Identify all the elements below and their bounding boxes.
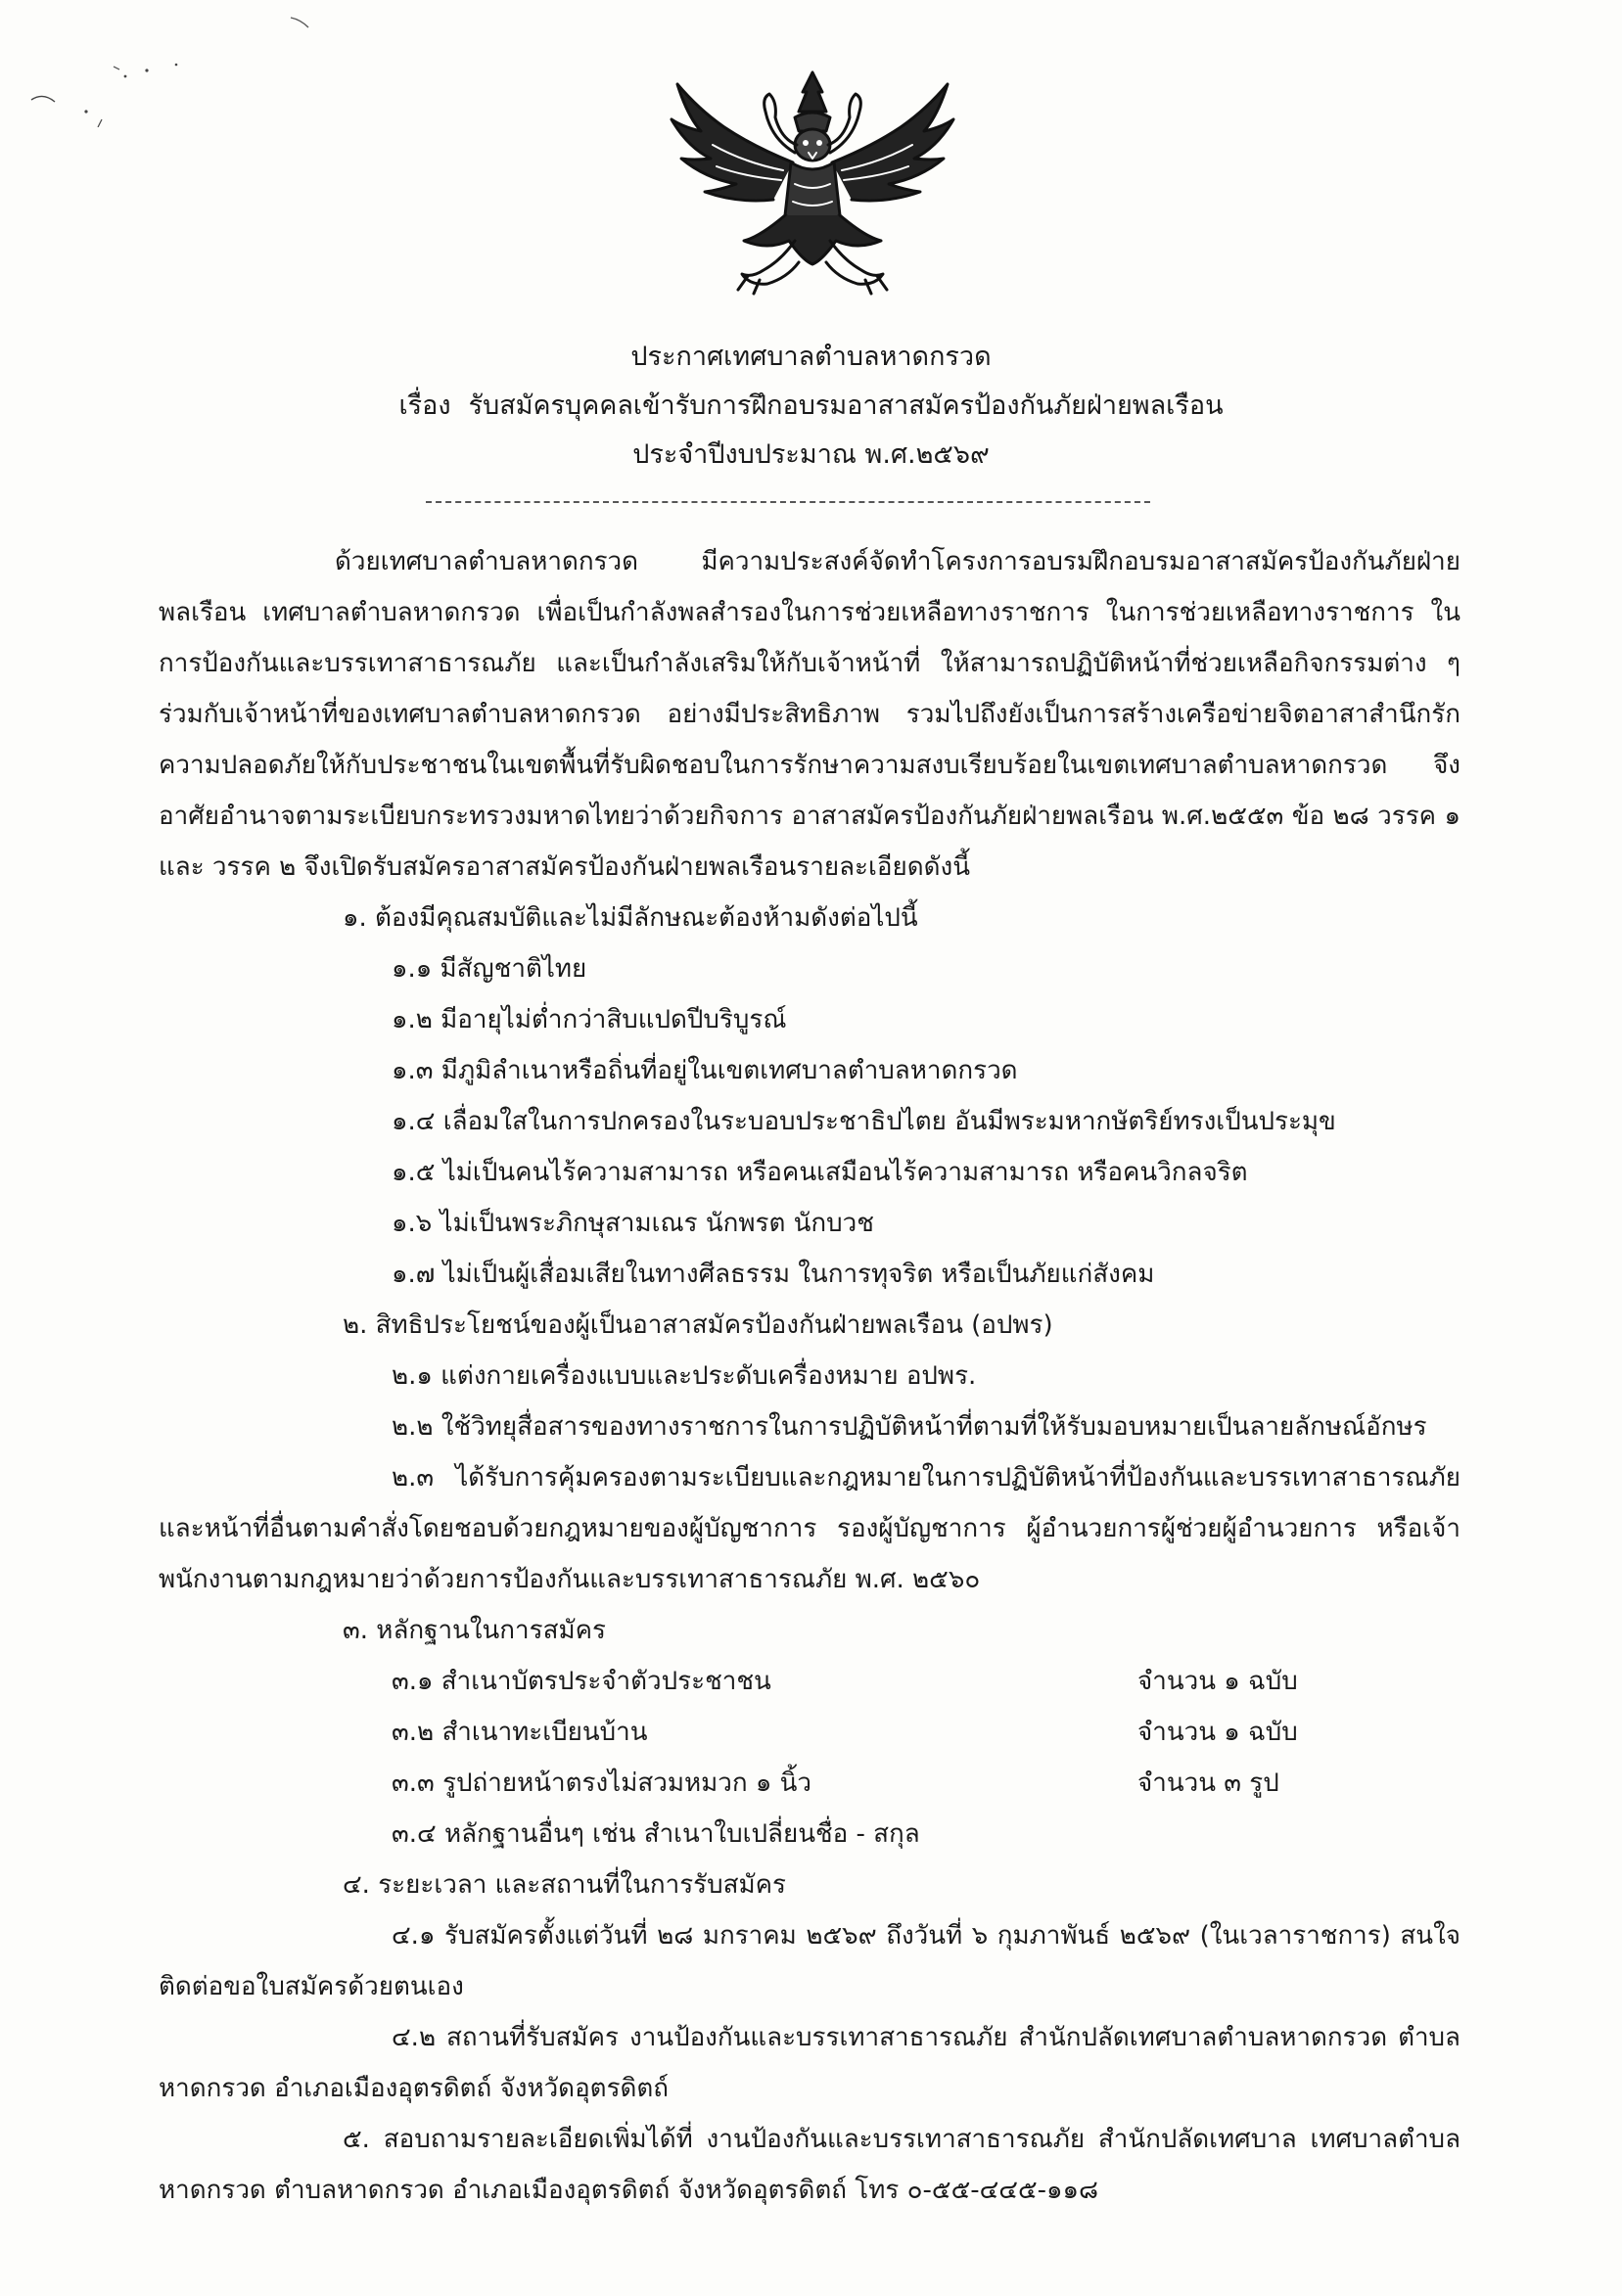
document-quantity: จำนวน ๑ ฉบับ: [1137, 1667, 1298, 1696]
fiscal-year: ประจำปีงบประมาณ พ.ศ.๒๕๖๙: [632, 439, 990, 470]
announcement-body: [159, 536, 1460, 2216]
document-label: ๓.๑ สำเนาบัตรประจำตัวประชาชน: [392, 1667, 771, 1696]
section1-item: ๑.๗ ไม่เป็นผู้เสื่อมเสียในทางศีลธรรม ในการทุจริต หรือเป็นภัยแก่สังคม: [392, 1260, 1155, 1289]
section1-item: ๑.๑ มีสัญชาติไทย: [392, 954, 587, 984]
scan-specks: [29, 20, 206, 127]
document-label: ๓.๒ สำเนาทะเบียนบ้าน: [392, 1718, 648, 1747]
section1-item: ๑.๓ มีภูมิลำเนาหรือถิ่นที่อยู่ในเขตเทศบาลตำบลหาดกรวด: [392, 1056, 1018, 1085]
section1-item: ๑.๖ ไม่เป็นพระภิกษุสามเณร นักพรต นักบวช: [392, 1209, 874, 1238]
section3-item: [159, 1656, 1460, 1707]
section2-item-3: ๒.๓ ได้รับการคุ้มครองตามระเบียบและกฎหมายในการปฏิบัติหน้าที่ป้องกันและบรรเทาสาธารณภัย และหน้าที่อื่นตามคำสั่งโดยชอบด้วยกฎหมายของผู้บัญชาการ รองผู้บัญชาการ ผู้อำนวยการผู้ช่วยผู้อำนวยการ หรือเจ้าพนักงานตามกฎหมายว่าด้วยการป้องกันและบรรเทาสาธารณภัย พ.ศ. ๒๕๖๐: [159, 1463, 1460, 1594]
announcement-title: ประกาศเทศบาลตำบลหาดกรวด: [630, 342, 992, 372]
announcement-header: [0, 333, 1622, 480]
subject-label: เรื่อง: [398, 390, 451, 421]
section1-heading: ๑. ต้องมีคุณสมบัติและไม่มีลักษณะต้องห้ามดังต่อไปนี้: [343, 903, 918, 933]
section2-heading: ๒. สิทธิประโยชน์ของผู้เป็นอาสาสมัครป้องกันฝ่ายพลเรือน (อปพร): [343, 1310, 1053, 1340]
document-quantity: จำนวน ๑ ฉบับ: [1137, 1718, 1298, 1747]
section1-item: ๑.๔ เลื่อมใสในการปกครองในระบอบประชาธิปไตย อันมีพระมหากษัตริย์ทรงเป็นประมุข: [392, 1107, 1336, 1136]
section4-heading: ๔. ระยะเวลา และสถานที่ในการรับสมัคร: [343, 1870, 787, 1900]
section2-item: ๒.๑ แต่งกายเครื่องแบบและประดับเครื่องหมาย อปพร.: [392, 1361, 977, 1391]
document-label: ๓.๓ รูปถ่ายหน้าตรงไม่สวมหมวก ๑ นิ้ว: [392, 1768, 812, 1798]
section2-item: ๒.๒ ใช้วิทยุสื่อสารของทางราชการในการปฏิบัติหน้าที่ตามที่ให้รับมอบหมายเป็นลายลักษณ์อักษร: [392, 1412, 1427, 1442]
section4-item-1: ๔.๑ รับสมัครตั้งแต่วันที่ ๒๘ มกราคม ๒๕๖๙ ถึงวันที่ ๖ กุมภาพันธ์ ๒๕๖๙ (ในเวลาราชการ) สนใจติดต่อขอใบสมัครด้วยตนเอง: [159, 1921, 1460, 2001]
section3-item: [159, 1707, 1460, 1758]
section1-item: ๑.๕ ไม่เป็นคนไร้ความสามารถ หรือคนเสมือนไร้ความสามารถ หรือคนวิกลจริต: [392, 1158, 1248, 1187]
subject-text: รับสมัครบุคคลเข้ารับการฝึกอบรมอาสาสมัครป้องกันภัยฝ่ายพลเรือน: [468, 390, 1224, 421]
document-label: ๓.๔ หลักฐานอื่นๆ เช่น สำเนาใบเปลี่ยนชื่อ - สกุล: [392, 1819, 920, 1849]
header-separator: [426, 501, 1150, 503]
intro-paragraph: ด้วยเทศบาลตำบลหาดกรวด มีความประสงค์จัดทำโครงการอบรมฝึกอบรมอาสาสมัครป้องกันภัยฝ่ายพลเรือน เทศบาลตำบลหาดกรวด เพื่อเป็นกำลังพลสำรองในการช่วยเหลือทางราชการ ในการช่วยเหลือทางราชการ ในการป้องกันและบรรเทาสาธารณภัย และเป็นกำลังเสริมให้กับเจ้าหน้าที่ ให้สามารถปฏิบัติหน้าที่ช่วยเหลือกิจกรรมต่าง ๆ ร่วมกับเจ้าหน้าที่ของเทศบาลตำบลหาดกรวด อย่างมีประสิทธิภาพ รวมไปถึงยังเป็นการสร้างเครือข่ายจิตอาสาสำนึกรักความปลอดภัยให้กับประชาชนในเขตพื้นที่รับผิดชอบในการรักษาความสงบเรียบร้อยในเขตเทศบาลตำบลหาดกรวด จึงอาศัยอำนาจตามระเบียบกระทรวงมหาดไทยว่าด้วยกิจการ อาสาสมัครป้องกันภัยฝ่ายพลเรือน พ.ศ.๒๕๕๓ ข้อ ๒๘ วรรค ๑ และ วรรค ๒ จึงเปิดรับสมัครอาสาสมัครป้องกันฝ่ายพลเรือนรายละเอียดดังนี้: [159, 547, 1460, 882]
section5-contact: ๕. สอบถามรายละเอียดเพิ่มได้ที่ งานป้องกันและบรรเทาสาธารณภัย สำนักปลัดเทศบาล เทศบาลตำบลหาดกรวด ตำบลหาดกรวด อำเภอเมืองอุตรดิตถ์ จังหวัดอุตรดิตถ์ โทร ๐-๕๕-๔๔๕-๑๑๘: [159, 2125, 1460, 2205]
scan-mark: [289, 14, 318, 33]
garuda-emblem-icon: [666, 69, 959, 296]
section3-item: [159, 1809, 1460, 1860]
section4-item-2: ๔.๒ สถานที่รับสมัคร งานป้องกันและบรรเทาสาธารณภัย สำนักปลัดเทศบาลตำบลหาดกรวด ตำบลหาดกรวด อำเภอเมืองอุตรดิตถ์ จังหวัดอุตรดิตถ์: [159, 2023, 1460, 2103]
section1-item: ๑.๒ มีอายุไม่ต่ำกว่าสิบแปดปีบริบูรณ์: [392, 1005, 787, 1034]
announcement-subject: [0, 382, 1622, 431]
section3-heading: ๓. หลักฐานในการสมัคร: [343, 1616, 606, 1645]
document-quantity: จำนวน ๓ รูป: [1137, 1768, 1279, 1798]
section3-item: [159, 1758, 1460, 1809]
